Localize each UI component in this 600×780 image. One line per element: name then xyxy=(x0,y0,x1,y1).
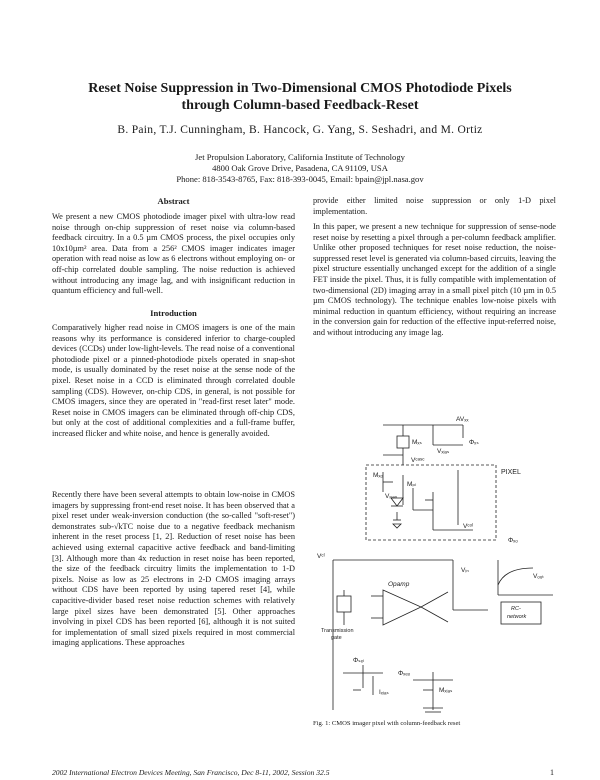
label-vcl: Vᶜˡ xyxy=(317,553,325,560)
author-list: B. Pain, T.J. Cunningham, B. Hancock, G. Yang, S. Seshadri, and M. Ortiz xyxy=(117,124,483,136)
label-mpl: Mₚₗ xyxy=(407,481,417,488)
right-column-paragraph-2: In this paper, we present a new technique for suppression of sense-node reset noise by resetting a pixel through a per-column feedback amplifier. Unlike other proposed techniques for reset noise reduction, the noise-suppressed reset level is generated via column-based circuits, leaving the pixel structure essentially unchanged except for the addition of a single FET inside the pixel. Thus, it is fully compatible with implementation of two-dimensional (2D) imaging array in a small pixel pitch (10 µm in 0.5 µm CMOS technology). The technique enables low-noise pixels with minimal reduction in quantum efficiency, without requiring an increase in the conversion gain for reduction of the effective input-referred noise, and without introducing any image lag. xyxy=(313,222,556,337)
label-opamp: Opamp xyxy=(388,581,410,588)
introduction-heading: Introduction xyxy=(150,308,197,318)
label-mbias: Mₓᵢₐₛ xyxy=(439,687,453,694)
circuit-diagram xyxy=(313,410,563,716)
label-network: network xyxy=(507,614,527,620)
label-vcasc: Vᶜᵃˢᶜ xyxy=(411,457,425,464)
footer-citation: 2002 International Electron Devices Meeting, San Francisco, Dec 8-11, 2002, Session 32.5 xyxy=(52,768,330,777)
right-column-paragraph-1: provide either limited noise suppression or only 1-D pixel implementation. xyxy=(313,196,556,216)
page-number: 1 xyxy=(550,768,554,777)
abstract-heading: Abstract xyxy=(157,196,190,206)
paper-title-line-1: Reset Noise Suppression in Two-Dimensional CMOS Photodiode Pixels xyxy=(88,81,512,96)
label-phi-rf: Φₓₒ xyxy=(508,537,518,544)
label-vin: Vᵢₙ xyxy=(461,567,469,574)
label-vout: Vₒᵤₜ xyxy=(533,573,545,580)
label-ibias: Iₓᵢₐₛ xyxy=(379,689,389,696)
introduction-paragraph-2: Recently there have been several attempts to obtain low-noise in CMOS imagers by suppressing front-end reset noise. It has been observed that a pixel reset under weak-inversion conduction (the so-called "soft-reset") demonstrates sub-√kTC noise due to a negative feedback mechanism inherent in the reset process [1, 2]. Reduction of reset noise has been achieved using external capacitive active feedback and band-limiting [3]. Although more than 4x reduction in reset noise has been reported, the size of the feedback circuitry limits the implementation to 1-D pixels. Noise as low as 25 electrons in 2-D CMOS imaging arrays without CDS have been reported by using tapered reset [4], while capacitive-divider based reset noise reduction schemes with relatively large pixel sizes have been demonstrated [5]. Other approaches involving in pixel CDS has been reported [6], although it is not suited for implementation of small sized pixels required in most commercial imaging applications. These approaches xyxy=(52,490,295,648)
paper-title-line-2: through Column-based Feedback-Reset xyxy=(181,98,419,113)
abstract-text: We present a new CMOS photodiode imager pixel with ultra-low read noise through on-chip suppression of reset noise via column-based feedback circuitry. In a 0.5 µm CMOS process, the pixel occupies only 10x10µm² area. Data from a 256² CMOS imager indicates imager operation with read noise as low as 6 electrons without employing on- or off-chip correlated double sampling. The noise reduction is achieved without introducing any image lag, and with insignificant reduction in quantum efficiency and full-well. xyxy=(52,212,295,296)
label-rc: RC- xyxy=(511,606,521,612)
figure-caption: Fig. 1: CMOS imager pixel with column-feedback reset xyxy=(313,720,461,727)
label-vcol: Vᶜᵒˡ xyxy=(463,523,474,530)
contact-info: Phone: 818-3543-8765, Fax: 818-393-0045, Email: bpain@jpl.nasa.gov xyxy=(176,174,424,184)
label-avdd: AVₓₓ xyxy=(456,416,469,423)
label-mrf: Mₓₒ xyxy=(373,472,384,479)
label-gate: gate xyxy=(331,635,342,641)
affiliation: Jet Propulsion Laboratory, California Institute of Technology xyxy=(195,152,405,162)
label-mrs: Mₓₛ xyxy=(412,439,422,446)
label-phi-sel: Φₛₑₗ xyxy=(353,657,365,664)
label-vbias: Vₓᵢₐₛ xyxy=(437,448,450,455)
introduction-paragraph-1: Comparatively higher read noise in CMOS imagers is one of the main reasons why its performance is considered inferior to charge-coupled devices (CCDs) under low-light-levels. The read noise of a conventional photodiode pixel or a pinned-photodiode pixels operated in snap-shot mode, is usually dominated by the reset noise at the sense node of the pixel. Reset noise in a CCD is eliminated through correlated double sampling (CDS). However, on-chip CDS, in general, is not possible for CMOS imagers, since they are operated in "read-first reset later" mode. Reset noise in CMOS imagers can be eliminated through off-chip CDS, but only at the cost of additional complexities and a full-frame buffer, increased flicker and white noise, and hence is generally avoided. xyxy=(52,323,295,438)
label-pixel: PIXEL xyxy=(501,469,521,476)
label-phi-ref: Φₓₑₒ xyxy=(398,670,411,677)
label-vpdp: Vₚₔₚ xyxy=(385,493,398,500)
label-phi-rs: Φₓₛ xyxy=(469,439,479,446)
address: 4800 Oak Grove Drive, Pasadena, CA 91109, USA xyxy=(212,163,388,173)
label-transmission: Transmission xyxy=(321,628,354,634)
